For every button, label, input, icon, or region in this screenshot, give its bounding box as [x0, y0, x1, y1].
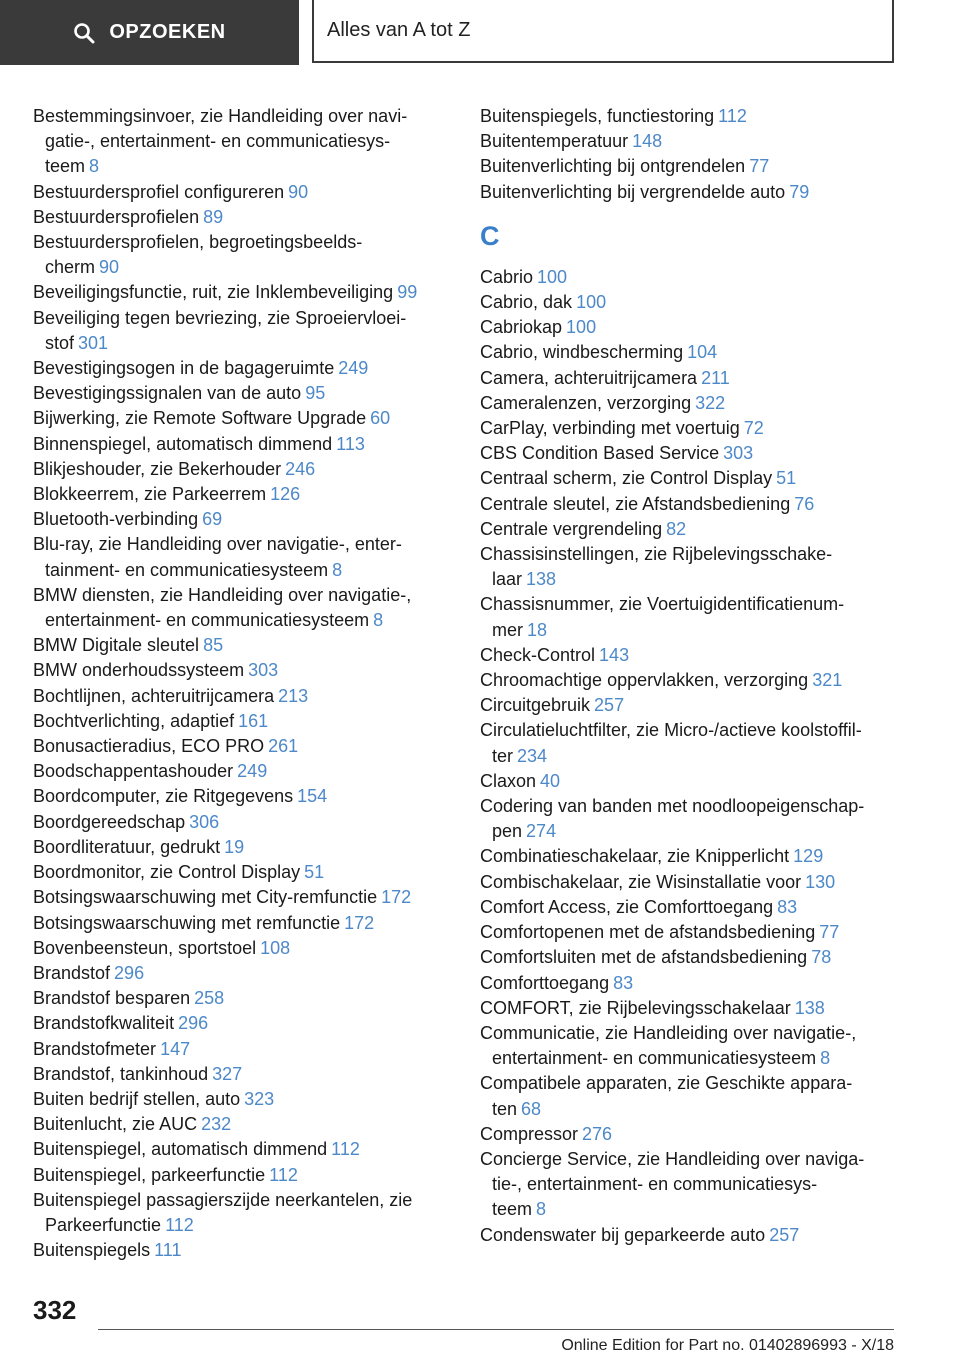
page-link[interactable]: 327	[212, 1063, 243, 1084]
index-entry	[33, 860, 453, 885]
index-entry	[33, 306, 453, 356]
index-entry	[33, 835, 453, 860]
entry-text: Compressor	[480, 1123, 579, 1144]
search-tab-label: OPZOEKEN	[109, 21, 226, 43]
index-entry	[480, 1021, 910, 1071]
page-link[interactable]: 8	[89, 156, 100, 177]
search-icon	[73, 22, 95, 44]
index-entry	[480, 1071, 910, 1121]
index-entry	[33, 658, 453, 683]
page-link[interactable]: 85	[203, 635, 224, 656]
index-entry	[480, 996, 910, 1021]
index-column-left	[33, 104, 453, 1263]
index-entry	[480, 668, 910, 693]
entry-text-continued: ten	[492, 1098, 518, 1119]
page-link[interactable]: 51	[776, 468, 797, 489]
page-link[interactable]: 8	[332, 559, 343, 580]
index-entry	[480, 154, 910, 179]
index-entry	[33, 356, 453, 381]
page-link[interactable]: 18	[527, 619, 548, 640]
entry-text: Brandstofkwaliteit	[33, 1013, 175, 1034]
entry-text: Bestuurdersprofiel configureren	[33, 181, 285, 202]
index-entry	[480, 643, 910, 668]
page-link[interactable]: 51	[304, 862, 325, 883]
page-link[interactable]: 258	[194, 988, 225, 1009]
entry-text: Binnenspiegel, automatisch dimmend	[33, 433, 333, 454]
entry-text: Botsingswaarschuwing met City-remfunctie	[33, 887, 378, 908]
index-entry	[33, 810, 453, 835]
entry-text: Beveiliging tegen bevriezing, zie Sproeiervloei-	[33, 307, 407, 328]
entry-text: Brandstofmeter	[33, 1038, 157, 1059]
page-link[interactable]: 296	[114, 962, 145, 983]
page-link[interactable]: 19	[224, 836, 245, 857]
entry-text-continued: entertainment- en communicatiesysteem	[45, 610, 370, 631]
entry-text: BMW diensten, zie Handleiding over navigatie-,	[33, 584, 412, 605]
page-link[interactable]: 111	[154, 1240, 182, 1261]
entry-text: Buitenverlichting bij ontgrendelen	[480, 156, 746, 177]
index-entry	[480, 315, 910, 340]
page-link[interactable]: 138	[794, 997, 825, 1018]
page-link[interactable]: 40	[540, 770, 561, 791]
page-link[interactable]: 8	[820, 1048, 831, 1069]
index-entry	[33, 406, 453, 431]
index-entry	[480, 180, 910, 205]
entry-text-continued: teem	[45, 156, 86, 177]
page-link[interactable]: 100	[537, 266, 568, 287]
entry-text: Bevestigingsogen in de bagageruimte	[33, 358, 335, 379]
page-link[interactable]: 130	[805, 871, 836, 892]
entry-text: Chroomachtige oppervlakken, verzorging	[480, 670, 809, 691]
index-entry	[33, 961, 453, 986]
index-entry	[480, 391, 910, 416]
entry-text-continued: mer	[492, 619, 523, 640]
entry-text: Cabrio, windbescherming	[480, 342, 684, 363]
index-entry	[33, 1087, 453, 1112]
entry-text: Buitenverlichting bij vergrendelde auto	[480, 181, 786, 202]
entry-text: COMFORT, zie Rijbelevingsschakelaar	[480, 997, 791, 1018]
entry-text: Bestuurdersprofielen	[33, 206, 200, 227]
entry-text: Buiten bedrijf stellen, auto	[33, 1088, 241, 1109]
page-link[interactable]: 8	[373, 610, 384, 631]
page-link[interactable]: 126	[270, 484, 301, 505]
index-entry	[480, 693, 910, 718]
entry-text: Bochtverlichting, adaptief	[33, 710, 235, 731]
page-link[interactable]: 234	[517, 745, 548, 766]
page-link[interactable]: 257	[594, 695, 625, 716]
page-link[interactable]: 306	[189, 811, 220, 832]
index-entry	[33, 1137, 453, 1162]
entry-text: Boordcomputer, zie Ritgegevens	[33, 786, 294, 807]
index-entry	[33, 885, 453, 910]
entry-text-continued: gatie-, entertainment- en communicatiesys-	[45, 131, 391, 152]
index-entry	[480, 340, 910, 365]
page-link[interactable]: 143	[599, 644, 630, 665]
page-link[interactable]: 60	[370, 408, 391, 429]
entry-text: Botsingswaarschuwing met remfunctie	[33, 912, 341, 933]
entry-text: CBS Condition Based Service	[480, 443, 720, 464]
entry-text: Beveiligingsfunctie, ruit, zie Inklembeveiliging	[33, 282, 394, 303]
entry-text: Centraal scherm, zie Control Display	[480, 468, 773, 489]
page-link[interactable]: 276	[582, 1123, 613, 1144]
entry-text: Boodschappentashouder	[33, 761, 234, 782]
page-link[interactable]: 213	[278, 685, 309, 706]
index-entry	[480, 945, 910, 970]
entry-text: Circulatieluchtfilter, zie Micro-/actieve koolstoffil-	[480, 720, 862, 741]
page-link[interactable]: 172	[344, 912, 375, 933]
index-entry	[480, 542, 910, 592]
entry-text-continued: pen	[492, 821, 523, 842]
entry-text-continued: Parkeerfunctie	[45, 1214, 162, 1235]
page-link[interactable]: 104	[687, 342, 718, 363]
page-link[interactable]: 112	[165, 1214, 194, 1235]
entry-text-continued: teem	[492, 1199, 533, 1220]
index-entry	[480, 416, 910, 441]
page-link[interactable]: 90	[288, 181, 309, 202]
index-entry	[33, 1188, 453, 1238]
index-entry	[33, 381, 453, 406]
entry-text: Cabriokap	[480, 317, 563, 338]
index-entry	[480, 265, 910, 290]
page-link[interactable]: 68	[521, 1098, 542, 1119]
entry-text: Boordliteratuur, gedrukt	[33, 836, 221, 857]
page-link[interactable]: 232	[201, 1114, 232, 1135]
entry-text-continued: cherm	[45, 257, 96, 278]
page-link[interactable]: 69	[202, 509, 223, 530]
index-entry	[33, 784, 453, 809]
entry-text: Brandstof, tankinhoud	[33, 1063, 209, 1084]
page-link[interactable]: 112	[331, 1139, 360, 1160]
page-link[interactable]: 79	[789, 181, 810, 202]
index-entry	[33, 1037, 453, 1062]
page-link[interactable]: 257	[769, 1224, 800, 1245]
index-entry	[33, 205, 453, 230]
page-link[interactable]: 211	[701, 367, 730, 388]
index-entry	[33, 734, 453, 759]
page-link[interactable]: 112	[269, 1164, 298, 1185]
entry-text: Brandstof	[33, 962, 111, 983]
index-entry	[480, 1223, 910, 1248]
index-entry	[480, 492, 910, 517]
entry-text: Boordgereedschap	[33, 811, 186, 832]
page-link[interactable]: 100	[576, 292, 607, 313]
entry-text: Buitenspiegels, functiestoring	[480, 106, 715, 126]
index-column-right	[480, 104, 910, 1248]
index-entry	[480, 441, 910, 466]
index-entry	[33, 1062, 453, 1087]
entry-text: Comforttoegang	[480, 972, 610, 993]
index-entry	[33, 1112, 453, 1137]
index-entry	[33, 180, 453, 205]
page-link[interactable]: 303	[723, 443, 754, 464]
index-entry	[33, 432, 453, 457]
section-title-box	[312, 0, 894, 63]
entry-text: Buitentemperatuur	[480, 131, 629, 152]
index-entry	[480, 290, 910, 315]
index-entry	[33, 986, 453, 1011]
page-link[interactable]: 147	[160, 1038, 191, 1059]
entry-text-continued: stof	[45, 332, 75, 353]
entry-text: Combinatieschakelaar, zie Knipperlicht	[480, 846, 790, 867]
index-entry	[480, 129, 910, 154]
index-entry	[480, 1122, 910, 1147]
page-link[interactable]: 246	[285, 458, 316, 479]
index-entry	[480, 1147, 910, 1223]
index-entry	[480, 895, 910, 920]
page-link[interactable]: 100	[566, 317, 597, 338]
entry-text: Centrale vergrendeling	[480, 518, 663, 539]
entry-text: Compatibele apparaten, zie Geschikte appara-	[480, 1073, 853, 1094]
index-entry	[480, 104, 910, 129]
index-entry	[33, 482, 453, 507]
page-link[interactable]: 322	[695, 392, 726, 413]
page-link[interactable]: 112	[718, 106, 747, 126]
index-entry	[33, 759, 453, 784]
page-link[interactable]: 77	[819, 922, 840, 943]
page-link[interactable]: 95	[305, 383, 326, 404]
page-link[interactable]: 89	[203, 206, 224, 227]
index-entry	[33, 1011, 453, 1036]
index-entry	[480, 920, 910, 945]
page-link[interactable]: 172	[381, 887, 412, 908]
entry-text: Blikjeshouder, zie Bekerhouder	[33, 458, 282, 479]
page-link[interactable]: 323	[244, 1088, 275, 1109]
page-link[interactable]: 321	[812, 670, 843, 691]
index-entry	[480, 844, 910, 869]
page-link[interactable]: 82	[666, 518, 687, 539]
page-link[interactable]: 77	[749, 156, 770, 177]
page-link[interactable]: 90	[99, 257, 120, 278]
top-bar	[0, 0, 960, 66]
entry-text: CarPlay, verbinding met voertuig	[480, 418, 740, 439]
page-link[interactable]: 249	[237, 761, 268, 782]
index-entry	[33, 583, 453, 633]
page-link[interactable]: 83	[777, 896, 798, 917]
entry-text: Boordmonitor, zie Control Display	[33, 862, 301, 883]
entry-text: Circuitgebruik	[480, 695, 591, 716]
page-link[interactable]: 161	[238, 710, 269, 731]
entry-text: Bonusactieradius, ECO PRO	[33, 736, 265, 757]
index-entry	[480, 718, 910, 768]
entry-text: Codering van banden met noodloopeigenschap-	[480, 796, 865, 817]
entry-text: Bovenbeensteun, sportstoel	[33, 937, 257, 958]
entry-text: Claxon	[480, 770, 537, 791]
page-link[interactable]: 83	[613, 972, 634, 993]
entry-text: BMW Digitale sleutel	[33, 635, 200, 656]
index-entry	[480, 517, 910, 542]
entry-text-continued: tainment- en communicatiesysteem	[45, 559, 329, 580]
entry-text: Buitenlucht, zie AUC	[33, 1114, 198, 1135]
entry-text: Buitenspiegel passagierszijde neerkantelen, zie	[33, 1189, 413, 1210]
entry-text-continued: ter	[492, 745, 514, 766]
index-entry	[33, 532, 453, 582]
entry-text: Buitenspiegel, parkeerfunctie	[33, 1164, 266, 1185]
entry-text-continued: entertainment- en communicatiesysteem	[492, 1048, 817, 1069]
index-group-c	[480, 265, 910, 1248]
entry-text: Blokkeerrem, zie Parkeerrem	[33, 484, 267, 505]
page-link[interactable]: 129	[793, 846, 824, 867]
index-entry	[480, 466, 910, 491]
entry-text: Blu-ray, zie Handleiding over navigatie-, enter-	[33, 534, 402, 555]
search-tab[interactable]	[0, 0, 299, 65]
page-link[interactable]: 99	[397, 282, 418, 303]
page-link[interactable]: 154	[297, 786, 328, 807]
entry-text: Centrale sleutel, zie Afstandsbediening	[480, 493, 791, 514]
entry-text-continued: laar	[492, 569, 523, 590]
entry-text: Cabrio	[480, 266, 534, 287]
page-link[interactable]: 261	[268, 736, 299, 757]
index-entry	[33, 1238, 453, 1263]
entry-text: Concierge Service, zie Handleiding over naviga-	[480, 1148, 865, 1169]
index-entry	[33, 911, 453, 936]
index-entry	[33, 507, 453, 532]
page-link[interactable]: 301	[78, 332, 109, 353]
entry-text: Buitenspiegels	[33, 1240, 151, 1261]
index-entry	[33, 230, 453, 280]
index-entry	[33, 457, 453, 482]
section-title: Alles van A tot Z	[327, 19, 471, 41]
page-link[interactable]: 108	[260, 937, 291, 958]
page-link[interactable]: 274	[526, 821, 557, 842]
entry-text: Chassisnummer, zie Voertuigidentificatienum-	[480, 594, 845, 615]
entry-text: Condenswater bij geparkeerde auto	[480, 1224, 766, 1245]
page-link[interactable]: 296	[178, 1013, 209, 1034]
entry-text: Cameralenzen, verzorging	[480, 392, 692, 413]
entry-text: Bevestigingssignalen van de auto	[33, 383, 302, 404]
page-link[interactable]: 8	[536, 1199, 547, 1220]
entry-text: Camera, achteruitrijcamera	[480, 367, 698, 388]
index-entry	[33, 1163, 453, 1188]
entry-text: Comfortopenen met de afstandsbediening	[480, 922, 816, 943]
entry-text: Bluetooth-verbinding	[33, 509, 199, 530]
footer-divider	[98, 1329, 894, 1330]
index-group-b-continued	[480, 104, 910, 205]
index-entry	[33, 104, 453, 180]
section-letter: C	[480, 220, 500, 251]
entry-text: Brandstof besparen	[33, 988, 191, 1009]
index-entry	[480, 769, 910, 794]
index-entry	[33, 280, 453, 305]
page-number: 332	[33, 1295, 77, 1325]
index-entry	[33, 936, 453, 961]
index-entry	[480, 366, 910, 391]
edition-text: Online Edition for Part no. 01402896993 - X/18	[561, 1337, 894, 1354]
page-link[interactable]: 138	[526, 569, 557, 590]
entry-text: Communicatie, zie Handleiding over navigatie-,	[480, 1022, 857, 1043]
page-link[interactable]: 249	[338, 358, 369, 379]
entry-text: Combischakelaar, zie Wisinstallatie voor	[480, 871, 802, 892]
page-link[interactable]: 113	[336, 433, 365, 454]
index-entry	[33, 633, 453, 658]
entry-text: Comfort Access, zie Comforttoegang	[480, 896, 774, 917]
entry-text: Bestemmingsinvoer, zie Handleiding over navi-	[33, 106, 408, 126]
entry-text: Chassisinstellingen, zie Rijbelevingsschake-	[480, 544, 833, 565]
page-link[interactable]: 148	[632, 131, 663, 152]
entry-text: Check-Control	[480, 644, 596, 665]
page-link[interactable]: 78	[811, 947, 832, 968]
entry-text: Cabrio, dak	[480, 292, 573, 313]
index-entry	[480, 592, 910, 642]
page-link[interactable]: 303	[248, 660, 279, 681]
index-entry	[33, 684, 453, 709]
entry-text: Comfortsluiten met de afstandsbediening	[480, 947, 808, 968]
entry-text: Buitenspiegel, automatisch dimmend	[33, 1139, 328, 1160]
page-link[interactable]: 72	[743, 418, 764, 439]
index-entry	[480, 794, 910, 844]
entry-text: Bestuurdersprofielen, begroetingsbeelds-	[33, 232, 363, 253]
index-entry	[480, 971, 910, 996]
entry-text: BMW onderhoudssysteem	[33, 660, 245, 681]
index-entry	[33, 709, 453, 734]
entry-text-continued: tie-, entertainment- en communicatiesys-	[492, 1174, 818, 1195]
index-entry	[480, 870, 910, 895]
entry-text: Bijwerking, zie Remote Software Upgrade	[33, 408, 367, 429]
page-link[interactable]: 76	[794, 493, 815, 514]
entry-text: Bochtlijnen, achteruitrijcamera	[33, 685, 275, 706]
